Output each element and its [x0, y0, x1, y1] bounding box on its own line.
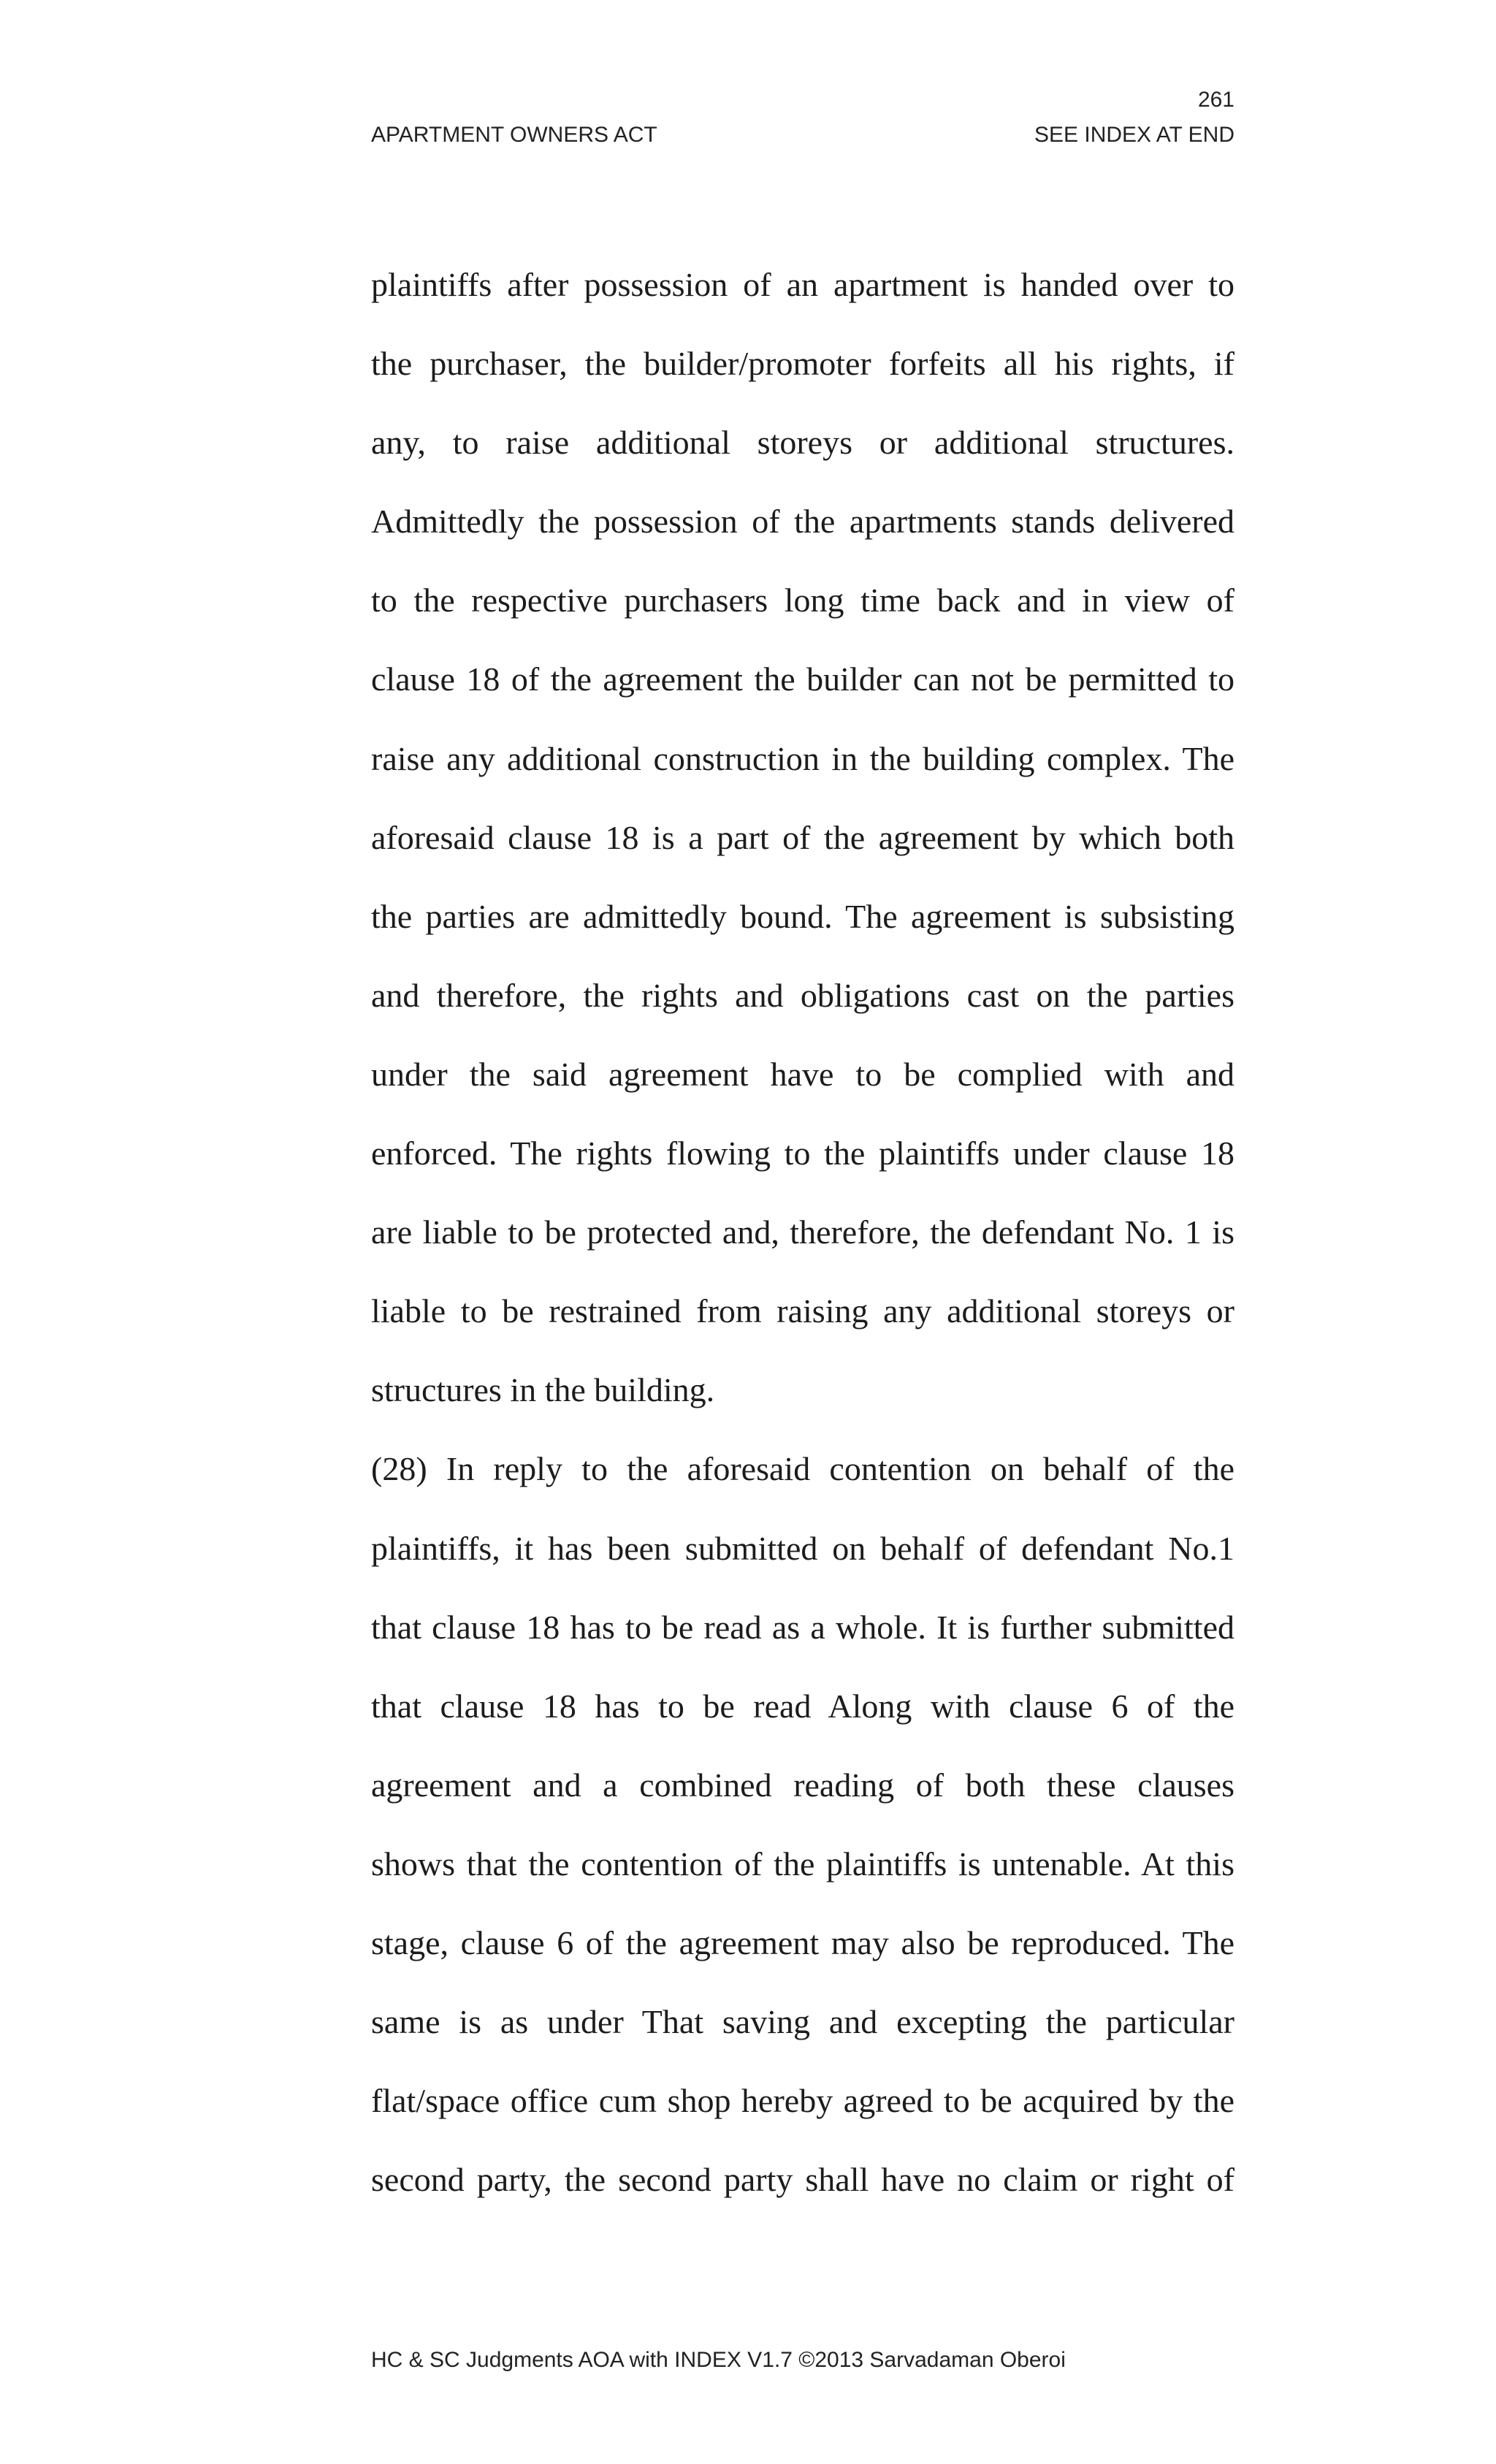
text-line: liable to be restrained from raising any additional storeys or [371, 1292, 1234, 1330]
text-line: to the respective purchasers long time back and in view of [371, 581, 1234, 619]
running-header [371, 124, 1234, 146]
text-line: (28) In reply to the aforesaid contention on behalf of the [371, 1450, 1234, 1488]
text-line: clause 18 of the agreement the builder can not be permitted to [371, 660, 1234, 698]
text-line: and therefore, the rights and obligations cast on the parties [371, 976, 1234, 1014]
page-number: 261 [1197, 88, 1234, 112]
text-line: raise any additional construction in the building complex. The [371, 739, 1234, 777]
text-line: plaintiffs after possession of an apartment is handed over to [371, 266, 1234, 303]
text-line: enforced. The rights flowing to the plaintiffs under clause 18 [371, 1134, 1234, 1172]
text-line: stage, clause 6 of the agreement may also be reproduced. The [371, 1923, 1234, 1961]
page-footer: HC & SC Judgments AOA with INDEX V1.7 ©2013 Sarvadaman Oberoi [371, 2348, 1066, 2372]
text-line: same is as under That saving and excepting the particular [371, 2003, 1234, 2041]
text-line: that clause 18 has to be read as a whole. It is further submitted [371, 1608, 1234, 1646]
text-line: the purchaser, the builder/promoter forfeits all his rights, if [371, 345, 1234, 383]
text-line: any, to raise additional storeys or additional structures. [371, 424, 1234, 462]
text-line: flat/space office cum shop hereby agreed to be acquired by the [371, 2082, 1234, 2120]
text-line: shows that the contention of the plaintiffs is untenable. At this [371, 1845, 1234, 1883]
header-act-title: APARTMENT OWNERS ACT [371, 123, 657, 147]
text-line: are liable to be protected and, therefore, the defendant No. 1 is [371, 1213, 1234, 1251]
header-index-note: SEE INDEX AT END [1034, 123, 1234, 147]
text-line: aforesaid clause 18 is a part of the agreement by which both [371, 818, 1234, 856]
text-line: structures in the building. [371, 1371, 715, 1409]
judgment-body-text [371, 260, 1234, 2234]
text-line: agreement and a combined reading of both these clauses [371, 1766, 1234, 1804]
text-line: second party, the second party shall have no claim or right of [371, 2161, 1234, 2199]
text-line: Admittedly the possession of the apartments stands delivered [371, 503, 1234, 541]
text-line: the parties are admittedly bound. The agreement is subsisting [371, 897, 1234, 935]
text-line: that clause 18 has to be read Along with clause 6 of the [371, 1687, 1234, 1725]
text-line: under the said agreement have to be complied with and [371, 1055, 1234, 1093]
text-line: plaintiffs, it has been submitted on behalf of defendant No.1 [371, 1529, 1234, 1567]
